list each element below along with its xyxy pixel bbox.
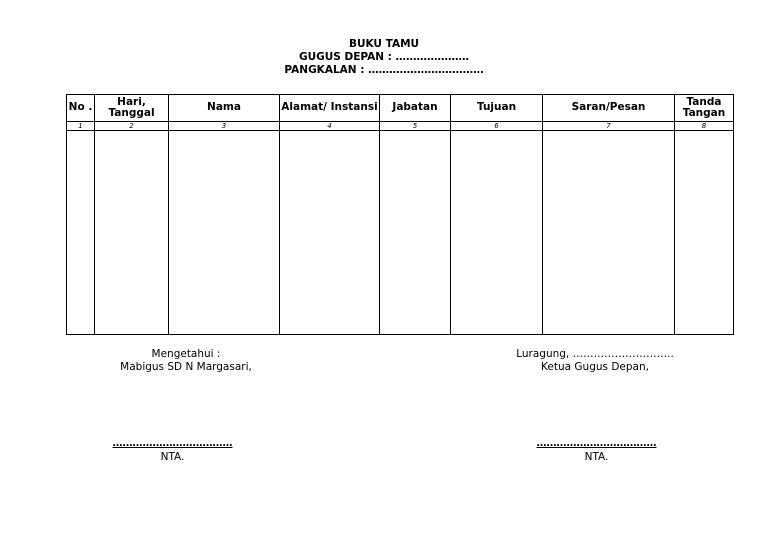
column-number: 4 [280,122,380,131]
pangkalan-line: PANGKALAN : …………………………… [284,64,484,76]
column-number: 1 [67,122,95,131]
table-cell-empty [675,131,734,335]
guest-book-table [66,94,734,335]
table-cell-empty [380,131,451,335]
table-cell-empty [280,131,380,335]
signature-block-left [96,348,276,374]
table-header-row [67,95,734,122]
column-header-tanda-tangan: Tanda Tangan [675,95,734,122]
column-header-no: No . [67,95,95,122]
signature-block-right [500,348,690,374]
table-cell-empty [543,131,675,335]
table-body-row [67,131,734,335]
document-header [0,38,768,77]
column-header-saran-pesan: Saran/Pesan [543,95,675,122]
nta-label-right: NTA. [584,451,609,463]
column-header-jabatan: Jabatan [380,95,451,122]
table-cell-empty [451,131,543,335]
document-title: BUKU TAMU [348,38,420,50]
column-header-alamat-instansi: Alamat/ Instansi [280,95,380,122]
column-header-tujuan: Tujuan [451,95,543,122]
column-number: 8 [675,122,734,131]
column-number-row [67,122,734,131]
signature-name-line-right: ……………………………… [536,438,657,449]
column-number: 2 [95,122,169,131]
nta-label-left: NTA. [160,451,185,463]
column-number: 3 [169,122,280,131]
table-cell-empty [67,131,95,335]
column-header-nama: Nama [169,95,280,122]
column-header-hari-tanggal: Hari, Tanggal [95,95,169,122]
column-number: 6 [451,122,543,131]
column-number: 5 [380,122,451,131]
column-number: 7 [543,122,675,131]
signature-name-line-left: ……………………………… [112,438,233,449]
gugus-depan-line: GUGUS DEPAN : ………………… [298,51,470,63]
place-date-label: Luragung, ……………………….. [516,348,674,360]
ketua-gugus-label: Ketua Gugus Depan, [541,361,649,373]
table-cell-empty [95,131,169,335]
mabigus-label: Mabigus SD N Margasari, [120,361,252,373]
mengetahui-label: Mengetahui : [151,348,221,360]
table-cell-empty [169,131,280,335]
